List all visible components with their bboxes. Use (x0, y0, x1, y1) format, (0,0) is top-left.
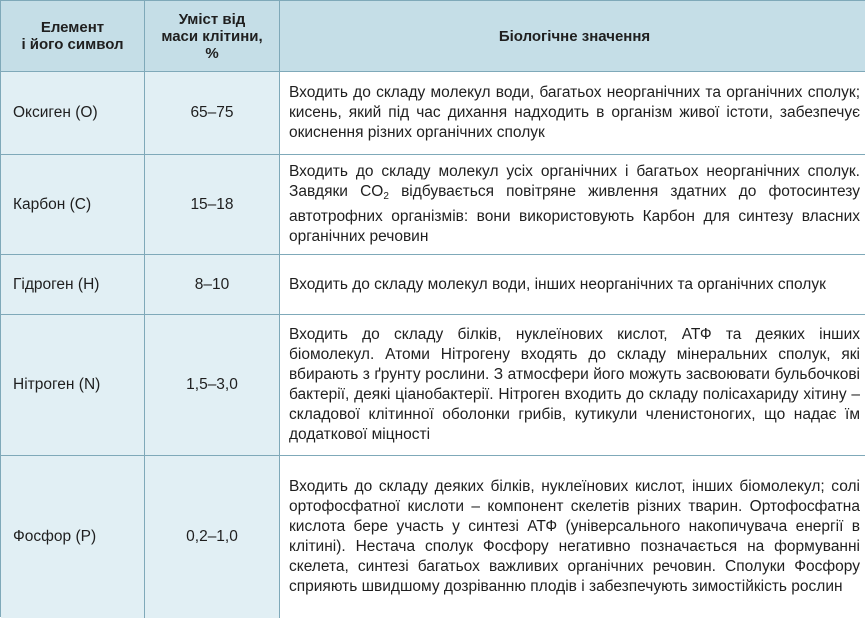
element-name: Нітроген (N) (1, 315, 145, 455)
element-name: Гідроген (Н) (1, 255, 145, 314)
element-content: 8–10 (145, 255, 280, 314)
element-content: 15–18 (145, 155, 280, 254)
table-row (1, 254, 865, 314)
element-content: 65–75 (145, 72, 280, 154)
element-description (280, 456, 865, 618)
element-description (280, 255, 865, 314)
co2-subscript: 2 (383, 191, 389, 202)
header-element-line2: і його символ (21, 36, 124, 53)
table-header-row (1, 1, 865, 71)
header-content-line2: маси клітини, (161, 27, 263, 45)
description-text: Входить до складу молекул води, багатьох неорганічних та органічних сполук; кисень, який під час дихання надходить в організм живої істоти, забезпечує окиснення різних органічних сполук (289, 84, 860, 141)
header-meaning: Біологічне значення (280, 1, 865, 71)
element-description (280, 155, 865, 254)
element-name: Карбон (С) (1, 155, 145, 254)
table-row (1, 71, 865, 154)
description-text (289, 162, 860, 247)
element-content: 0,2–1,0 (145, 456, 280, 618)
table-row (1, 455, 865, 618)
header-content-line1: Уміст від (178, 10, 246, 28)
element-description (280, 315, 865, 455)
header-element-line1: Елемент (40, 19, 105, 36)
table-row (1, 314, 865, 455)
element-content: 1,5–3,0 (145, 315, 280, 455)
header-content (145, 1, 280, 71)
description-text: Входить до складу молекул води, інших неорганічних та органічних сполук (289, 275, 826, 293)
description-text: Входить до складу деяких білків, нуклеїнових кислот, інших біомолекул; солі ортофосфатної кислоти – компонент скелетів різних тварин. Ортофосфатна кислота бере участь у синтезі АТФ (універсального накопичувача енергії в клітині). Нестача сполук Фосфору негативно позначається на формуванні скелета, синтезі багатьох важливих органічних речовин. Сполуки Фосфору сприяють швидшому дозріванню плодів і забезпечують зимостійкість рослин (289, 478, 860, 595)
description-part2: відбувається повітряне живлення здатних до фотосинтезу автотрофних організмів: вони використовують Карбон для синтезу власних органічних речовин (289, 183, 860, 245)
header-element (1, 1, 145, 71)
element-name: Оксиген (О) (1, 72, 145, 154)
header-content-line3: % (205, 44, 219, 62)
element-name: Фосфор (Р) (1, 456, 145, 618)
description-text: Входить до складу білків, нуклеїнових кислот, АТФ та деяких інших біомолекул. Атоми Нітрогену входять до складу мінеральних сполук, які вбирають з ґрунту рослини. З атмосфери його можуть засвоювати бульбочкові бактерії, деякі ціанобактерії. Нітроген входить до складу полісахариду хітину – складової клітинної оболонки грибів, кутикули членистоногих, що надає їм додаткової міцності (289, 326, 860, 443)
table-row (1, 154, 865, 254)
description-part1: Входить до складу молекул усіх органічних і багатьох неорганічних сполук. Завдяки CO (289, 163, 860, 200)
element-description (280, 72, 865, 154)
